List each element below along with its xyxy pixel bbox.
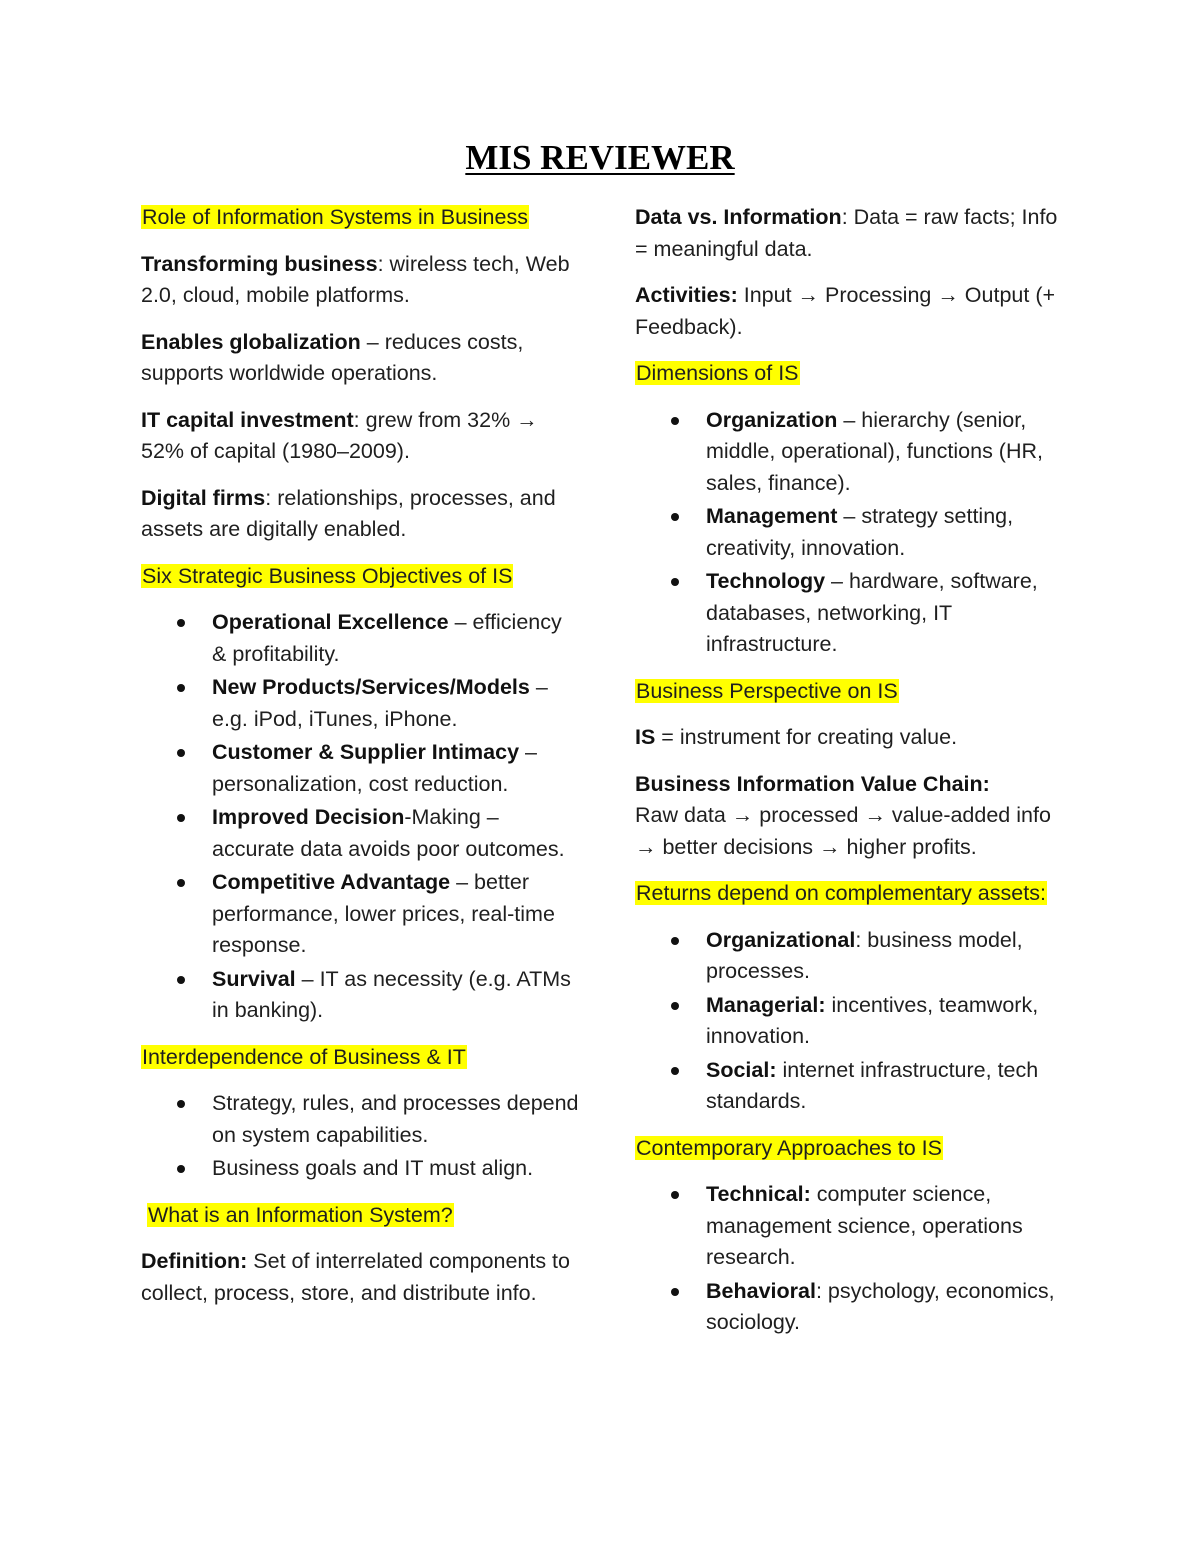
list-item xyxy=(141,1088,581,1151)
term: Data vs. Information xyxy=(635,205,842,229)
definition-text: – hardware, software, databases, networking, IT infrastructure. xyxy=(706,569,1038,656)
bullet-icon xyxy=(177,976,185,984)
section-heading-role xyxy=(141,202,581,234)
definition-text: : psychology, economics, sociology. xyxy=(706,1278,1055,1334)
term: New Products/Services/Models xyxy=(212,675,530,699)
bullet-icon xyxy=(671,513,679,521)
term: Improved Decision xyxy=(212,805,405,829)
assets-list xyxy=(635,925,1075,1118)
term: Customer & Supplier Intimacy xyxy=(212,740,520,764)
list-item xyxy=(141,802,581,865)
highlighted-heading: Interdependence of Business & IT xyxy=(142,1044,466,1069)
term: Behavioral xyxy=(706,1278,816,1303)
paragraph-digital-firms xyxy=(141,483,581,546)
section-heading-six-objectives xyxy=(141,561,581,593)
bullet-icon xyxy=(177,814,185,822)
term: Organization xyxy=(706,407,838,432)
list-item xyxy=(635,925,1075,988)
highlighted-heading: Returns depend on complementary assets: xyxy=(636,881,1046,905)
list-item xyxy=(141,607,581,670)
term: Technical: xyxy=(706,1182,811,1206)
bullet-icon xyxy=(177,749,185,757)
definition-text: – IT as necessity (e.g. ATMs in banking). xyxy=(212,966,571,1022)
section-heading-what-is xyxy=(141,1200,581,1232)
highlighted-heading: Business Perspective on IS xyxy=(636,678,898,703)
term: Enables globalization xyxy=(141,329,361,354)
term: Management xyxy=(706,504,838,528)
interdependence-list xyxy=(141,1088,581,1185)
list-item xyxy=(635,1179,1075,1274)
definition-text: – personalization, cost reduction. xyxy=(212,740,537,796)
definition-text: computer science, management science, operations research. xyxy=(706,1182,1023,1269)
approaches-list xyxy=(635,1179,1075,1339)
list-item xyxy=(635,566,1075,661)
item-text: Strategy, rules, and processes depend on system capabilities. xyxy=(212,1091,579,1147)
paragraph-is-instrument xyxy=(635,722,1075,754)
left-column xyxy=(141,202,581,1324)
definition-text: internet infrastructure, tech standards. xyxy=(706,1057,1039,1113)
highlighted-heading: Contemporary Approaches to IS xyxy=(636,1135,942,1160)
section-heading-interdependence xyxy=(141,1042,581,1074)
bullet-icon xyxy=(177,619,185,627)
bullet-icon xyxy=(671,937,679,945)
term: Operational Excellence xyxy=(212,610,449,634)
dimensions-list xyxy=(635,405,1075,661)
term: Organizational xyxy=(706,927,856,952)
list-item xyxy=(635,501,1075,564)
objectives-list xyxy=(141,607,581,1027)
term: Digital firms xyxy=(141,485,266,510)
bullet-icon xyxy=(177,1165,185,1173)
list-item xyxy=(635,990,1075,1053)
definition-text: : relationships, processes, and assets are digitally enabled. xyxy=(141,485,556,541)
paragraph-activities xyxy=(635,280,1075,343)
paragraph-it-capital xyxy=(141,405,581,468)
term: IS xyxy=(635,725,656,749)
definition-text: Raw data → processed → value-added info → better decisions → higher profits. xyxy=(635,803,1051,859)
paragraph-data-vs-info xyxy=(635,202,1075,265)
bullet-icon xyxy=(177,684,185,692)
term: Technology xyxy=(706,569,826,593)
term: Managerial: xyxy=(706,992,826,1017)
bullet-icon xyxy=(671,1002,679,1010)
definition-text: – better performance, lower prices, real-time response. xyxy=(212,870,555,957)
page-title: MIS REVIEWER xyxy=(465,138,735,177)
highlighted-heading: Dimensions of IS xyxy=(636,361,799,385)
list-item xyxy=(635,1055,1075,1118)
bullet-icon xyxy=(671,417,679,425)
list-item xyxy=(635,1276,1075,1339)
definition-text: Set of interrelated components to collect, process, store, and distribute info. xyxy=(141,1249,570,1305)
definition-text: – hierarchy (senior, middle, operational), functions (HR, sales, finance). xyxy=(706,407,1043,495)
highlighted-heading: Role of Information Systems in Business xyxy=(142,205,528,229)
bullet-icon xyxy=(177,1100,185,1108)
definition-text: incentives, teamwork, innovation. xyxy=(706,992,1039,1048)
list-item xyxy=(141,737,581,800)
list-item xyxy=(141,672,581,735)
bullet-icon xyxy=(671,1288,679,1296)
list-item xyxy=(141,1153,581,1185)
term: Business Information Value Chain: xyxy=(635,771,990,796)
paragraph-definition xyxy=(141,1246,581,1309)
item-text: Business goals and IT must align. xyxy=(212,1156,534,1180)
highlighted-heading: Six Strategic Business Objectives of IS xyxy=(142,563,513,588)
term: Transforming business xyxy=(141,251,378,276)
paragraph-globalization xyxy=(141,327,581,390)
paragraph-value-chain xyxy=(635,769,1075,864)
term: Social: xyxy=(706,1057,777,1082)
bullet-icon xyxy=(177,879,185,887)
definition-text: = instrument for creating value. xyxy=(655,725,958,749)
highlighted-heading: What is an Information System? xyxy=(148,1202,453,1227)
bullet-icon xyxy=(671,1191,679,1199)
definition-text: : grew from 32% → 52% of capital (1980–2009). xyxy=(141,407,538,463)
term: Competitive Advantage xyxy=(212,870,451,894)
definition-text: : business model, processes. xyxy=(706,927,1023,983)
definition-text: Input → Processing → Output (+ Feedback). xyxy=(635,283,1056,339)
definition-text: : wireless tech, Web 2.0, cloud, mobile platforms. xyxy=(141,251,570,307)
section-heading-approaches xyxy=(635,1133,1075,1165)
term: Activities: xyxy=(635,283,738,307)
list-item xyxy=(635,405,1075,500)
term: Definition: xyxy=(141,1249,248,1273)
definition-text: – e.g. iPod, iTunes, iPhone. xyxy=(212,675,548,731)
definition-text: – efficiency & profitability. xyxy=(212,610,562,666)
definition-text: – strategy setting, creativity, innovation. xyxy=(706,504,1014,560)
definition-text: : Data = raw facts; Info = meaningful data. xyxy=(635,205,1058,261)
list-item xyxy=(141,964,581,1027)
section-heading-perspective xyxy=(635,676,1075,708)
section-heading-returns xyxy=(635,878,1075,910)
bullet-icon xyxy=(671,578,679,586)
definition-text: -Making – accurate data avoids poor outcomes. xyxy=(212,805,565,861)
right-column xyxy=(635,202,1075,1354)
definition-text: – reduces costs, supports worldwide operations. xyxy=(141,329,524,385)
section-heading-dimensions xyxy=(635,358,1075,390)
term: IT capital investment xyxy=(141,407,354,432)
term: Survival xyxy=(212,966,296,991)
list-item xyxy=(141,867,581,962)
paragraph-transforming xyxy=(141,249,581,312)
bullet-icon xyxy=(671,1067,679,1075)
